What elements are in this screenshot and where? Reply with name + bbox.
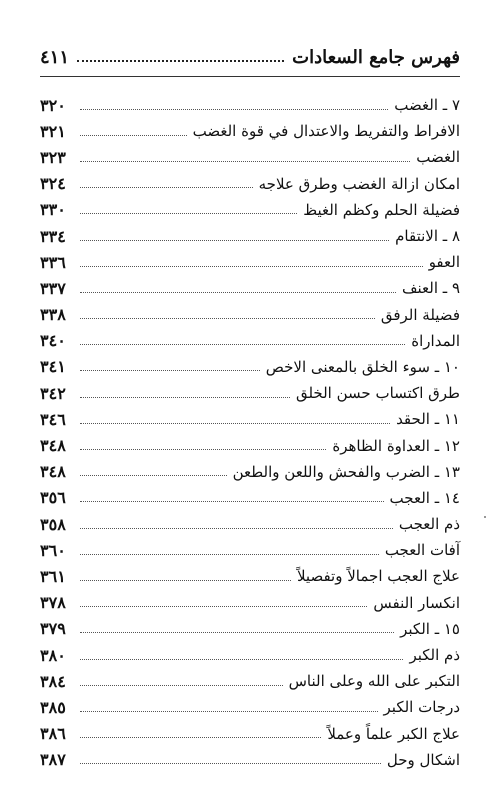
toc-entry-page: ٣٦١ (40, 566, 66, 586)
toc-entry (40, 275, 460, 301)
toc-entry-page: ٣٤٠ (40, 331, 66, 351)
toc-entry-page: ٣٣٤ (40, 226, 66, 246)
toc-entry (40, 747, 460, 773)
page-title: فهرس جامع السعادات (292, 47, 460, 68)
dot-leader (80, 213, 297, 214)
toc-entry (40, 563, 460, 589)
toc-entry-page: ٣٢١ (40, 121, 66, 141)
toc-entry (40, 432, 460, 458)
toc-entry-page: ٣٢٤ (40, 174, 66, 194)
dot-leader (80, 187, 253, 188)
toc-entry-text: ١٥ ـ الكبر (400, 619, 460, 638)
toc-entry (40, 171, 460, 197)
toc-entry-page: ٣٢٣ (40, 147, 66, 167)
dot-leader (80, 475, 227, 476)
dot-leader (80, 240, 389, 241)
toc-entry (40, 92, 460, 118)
toc-entry-page: ٣٨٥ (40, 697, 66, 717)
toc-entry-text: ذم العجب (398, 515, 460, 534)
toc-entry-text: ١٣ ـ الضرب والفحش واللعن والطعن (232, 462, 460, 481)
toc-entry-text: امكان ازالة الغضب وطرق علاجه (258, 174, 460, 193)
toc-entry (40, 144, 460, 170)
dot-leader (80, 501, 384, 502)
toc-entry (40, 223, 460, 249)
dot-leader (80, 606, 367, 607)
dot-leader (80, 659, 403, 660)
header-dot-leader (77, 60, 284, 62)
dot-leader (80, 423, 390, 424)
stray-mark (484, 516, 486, 518)
toc-entry (40, 302, 460, 328)
toc-entry (40, 249, 460, 275)
toc-entry-page: ٣٣٧ (40, 278, 66, 298)
dot-leader (80, 763, 381, 764)
toc-entry-text: المداراة (411, 331, 460, 350)
toc-entry-page: ٣٧٩ (40, 619, 66, 639)
toc-entry-text: الافراط والتفريط والاعتدال في قوة الغضب (192, 122, 460, 141)
toc-entry-text: اشكال وحل (386, 750, 460, 769)
page-header (40, 40, 460, 68)
dot-leader (80, 161, 410, 162)
toc-entry-text: طرق اكتساب حسن الخلق (295, 384, 460, 403)
toc-entry-text: آفات العجب (384, 541, 460, 560)
toc-list (40, 92, 460, 773)
toc-entry-text: ٧ ـ الغضب (394, 96, 460, 115)
dot-leader (80, 344, 405, 345)
toc-entry-text: ذم الكبر (409, 646, 460, 665)
header-rule (40, 76, 460, 77)
toc-entry-page: ٣٣٠ (40, 200, 66, 220)
toc-entry-page: ٣٣٦ (40, 252, 66, 272)
toc-entry-text: ١٠ ـ سوء الخلق بالمعنى الاخص (265, 357, 460, 376)
dot-leader (80, 632, 394, 633)
toc-entry (40, 328, 460, 354)
toc-entry-text: علاج العجب اجمالاً وتفصيلاً (296, 567, 460, 586)
dot-leader (80, 554, 379, 555)
toc-entry-page: ٣٢٠ (40, 95, 66, 115)
dot-leader (80, 737, 321, 738)
dot-leader (80, 528, 393, 529)
dot-leader (80, 266, 423, 267)
toc-entry-page: ٣٨٧ (40, 750, 66, 770)
dot-leader (80, 397, 290, 398)
toc-entry-text: انكسار النفس (373, 593, 460, 612)
dot-leader (80, 109, 388, 110)
dot-leader (80, 370, 260, 371)
toc-entry-page: ٣٣٨ (40, 305, 66, 325)
toc-entry (40, 694, 460, 720)
page-number: ٤١١ (40, 47, 70, 68)
toc-entry (40, 668, 460, 694)
toc-entry-page: ٣٤٢ (40, 383, 66, 403)
toc-entry-page: ٣٤١ (40, 357, 66, 377)
dot-leader (80, 580, 291, 581)
toc-entry-text: ٩ ـ العنف (401, 279, 460, 298)
toc-entry-page: ٣٦٠ (40, 540, 66, 560)
toc-entry (40, 485, 460, 511)
dot-leader (80, 711, 378, 712)
toc-entry-page: ٣٨٤ (40, 671, 66, 691)
toc-entry-text: ١٢ ـ العداوة الظاهرة (332, 436, 460, 455)
toc-entry-text: الغضب (416, 148, 460, 167)
toc-entry (40, 616, 460, 642)
dot-leader (80, 318, 375, 319)
toc-entry (40, 118, 460, 144)
toc-entry-page: ٣٨٠ (40, 645, 66, 665)
toc-entry-page: ٣٥٦ (40, 488, 66, 508)
toc-entry-page: ٣٧٨ (40, 593, 66, 613)
toc-entry (40, 642, 460, 668)
toc-entry (40, 406, 460, 432)
toc-entry-page: ٣٤٨ (40, 462, 66, 482)
toc-entry-text: ١٤ ـ العجب (389, 488, 460, 507)
toc-entry-text: ١١ ـ الحقد (396, 410, 460, 429)
toc-entry (40, 459, 460, 485)
toc-entry (40, 354, 460, 380)
toc-entry-page: ٣٥٨ (40, 514, 66, 534)
toc-entry (40, 590, 460, 616)
toc-entry-page: ٣٨٦ (40, 724, 66, 744)
toc-entry (40, 537, 460, 563)
toc-entry-page: ٣٤٦ (40, 409, 66, 429)
toc-entry (40, 721, 460, 747)
dot-leader (80, 685, 283, 686)
toc-entry-text: درجات الكبر (383, 698, 460, 717)
toc-entry-text: علاج الكبر علماً وعملاً (327, 724, 460, 743)
dot-leader (80, 292, 396, 293)
toc-entry (40, 511, 460, 537)
toc-entry-text: العفو (428, 253, 460, 272)
toc-entry (40, 197, 460, 223)
toc-entry-text: التكبر على الله وعلى الناس (288, 672, 460, 691)
toc-entry (40, 380, 460, 406)
dot-leader (80, 449, 326, 450)
toc-entry-page: ٣٤٨ (40, 436, 66, 456)
toc-entry-text: فضيلة الرفق (380, 305, 460, 324)
toc-entry-text: ٨ ـ الانتقام (395, 227, 460, 246)
dot-leader (80, 135, 187, 136)
toc-entry-text: فضيلة الحلم وكظم الغيظ (303, 200, 460, 219)
